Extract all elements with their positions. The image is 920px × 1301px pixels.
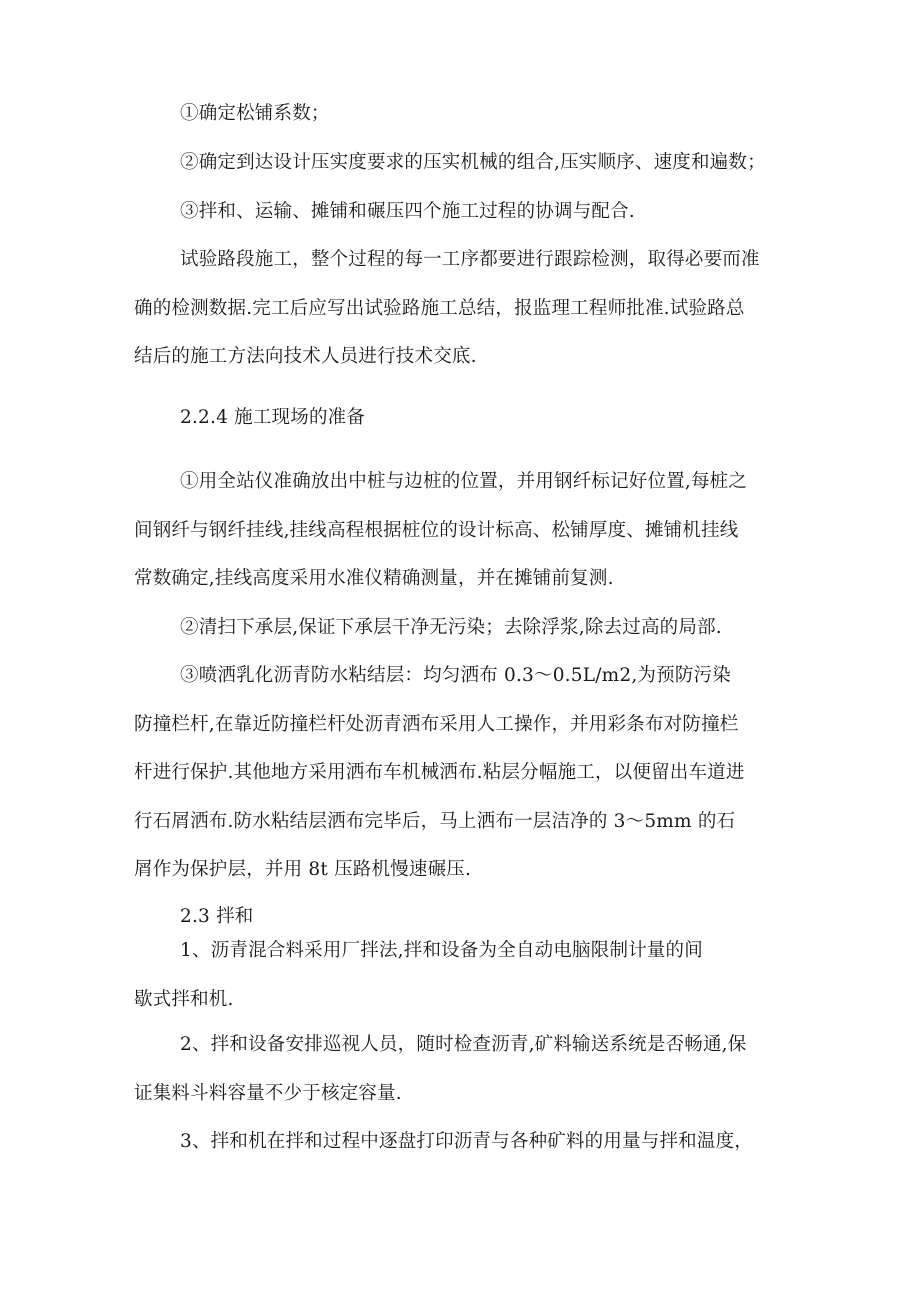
paragraph-line: 2、拌和设备安排巡视人员，随时检查沥青,矿料输送系统是否畅通,保 [180,1034,747,1055]
list-item-1: ①确定松铺系数； [180,103,330,124]
paragraph-line: ③喷洒乳化沥青防水粘结层：均匀洒布 0.3～0.5L/m2,为预防污染 [180,665,731,686]
paragraph-line: 歇式拌和机. [134,989,234,1010]
paragraph-line: 结后的施工方法向技术人员进行技术交底. [134,346,477,367]
list-item-3: ③拌和、运输、摊铺和碾压四个施工过程的协调与配合. [180,201,635,222]
paragraph-line: 1、沥青混合料采用厂拌法,拌和设备为全自动电脑限制计量的间 [180,940,703,961]
paragraph-line: 3、拌和机在拌和过程中逐盘打印沥青与各种矿料的用量与拌和温度， [180,1131,753,1152]
section-heading: 2.3 拌和 [180,906,254,927]
paragraph-line: 证集料斗料容量不少于核定容量. [134,1083,402,1104]
paragraph-line: ②清扫下承层,保证下承层干净无污染；去除浮浆,除去过高的局部. [180,617,722,638]
paragraph-line: 常数确定,挂线高度采用水准仪精确测量，并在摊铺前复测. [134,568,614,589]
section-heading: 2.2.4 施工现场的准备 [180,407,366,428]
paragraph-line: 行石屑洒布.防水粘结层洒布完毕后，马上洒布一层洁净的 3～5mm 的石 [134,811,736,832]
list-item-2: ②确定到达设计压实度要求的压实机械的组合,压实顺序、速度和遍数； [180,152,766,173]
paragraph-line: 试验路段施工，整个过程的每一工序都要进行跟踪检测，取得必要而准 [180,249,760,270]
paragraph-line: 杆进行保护.其他地方采用洒布车机械洒布.粘层分幅施工，以便留出车道进 [134,762,745,783]
paragraph-line: 间钢纤与钢纤挂线,挂线高程根据桩位的设计标高、松铺厚度、摊铺机挂线 [134,520,739,541]
paragraph-line: 确的检测数据.完工后应写出试验路施工总结，报监理工程师批准.试验路总 [134,298,745,319]
paragraph-line: ①用全站仪准确放出中桩与边桩的位置，并用钢纤标记好位置,每桩之 [180,471,748,492]
paragraph-line: 屑作为保护层，并用 8t 压路机慢速碾压. [134,859,472,880]
paragraph-line: 防撞栏杆,在靠近防撞栏杆处沥青洒布采用人工操作，并用彩条布对防撞栏 [134,714,739,735]
